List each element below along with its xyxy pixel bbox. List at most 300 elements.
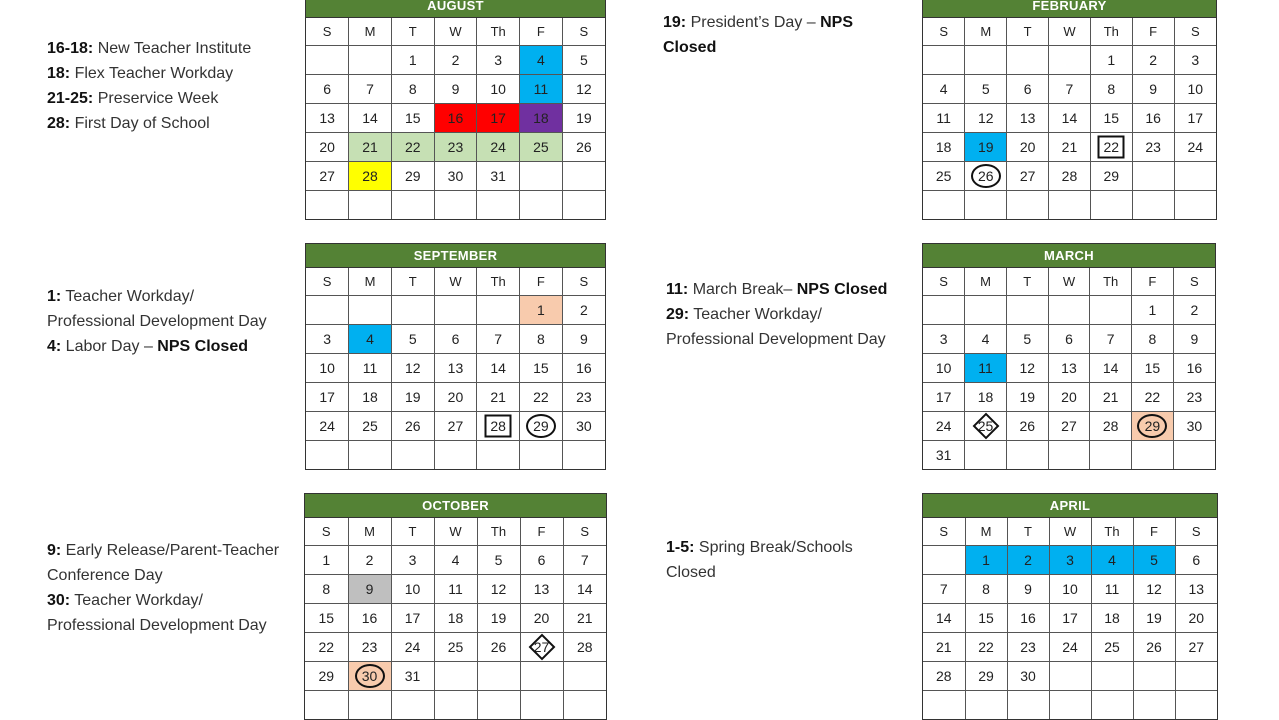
day-cell: 10 [923, 354, 965, 383]
empty-day-cell [477, 191, 520, 220]
week-row [306, 162, 605, 191]
day-cell: 5 [1133, 546, 1175, 575]
week-row [306, 46, 605, 75]
weekday-label: F [1132, 268, 1174, 296]
weekday-label: T [391, 518, 434, 546]
note-item [663, 10, 903, 60]
empty-day-cell [1090, 296, 1132, 325]
weekday-header-row [306, 268, 605, 296]
day-cell: 22 [391, 133, 434, 162]
weekday-label: T [1007, 18, 1049, 46]
weekday-label: T [391, 268, 434, 296]
weekday-header-row [305, 518, 606, 546]
empty-day-cell [1091, 691, 1133, 720]
day-cell: 25 [520, 133, 563, 162]
calendar-september [305, 243, 606, 470]
note-date-label: 29: [666, 306, 690, 323]
empty-day-cell [1174, 162, 1216, 191]
day-cell: 21 [923, 633, 965, 662]
note-date-label: 9: [47, 542, 62, 559]
day-cell: 25 [923, 162, 965, 191]
month-grid [923, 268, 1215, 469]
empty-day-cell [1006, 296, 1048, 325]
day-cell: 15 [391, 104, 434, 133]
day-cell: 28 [1049, 162, 1091, 191]
note-date-label: 21-25: [47, 90, 94, 107]
day-cell: 13 [1175, 575, 1217, 604]
day-cell: 1 [1132, 296, 1174, 325]
day-cell: 26 [1006, 412, 1048, 441]
day-cell: 1 [965, 546, 1007, 575]
day-cell: 2 [1173, 296, 1215, 325]
day-cell: 28 [477, 412, 520, 441]
calendar-october [304, 493, 607, 720]
empty-day-cell [477, 662, 520, 691]
day-cell: 16 [1007, 604, 1049, 633]
month-title: OCTOBER [305, 494, 606, 518]
day-cell: 23 [1132, 133, 1174, 162]
weekday-header-row [923, 18, 1216, 46]
note-text: Early Release/Parent-Teacher Conference Day [47, 542, 280, 584]
day-cell: 12 [477, 575, 520, 604]
day-cell: 5 [562, 46, 605, 75]
day-cell: 5 [391, 325, 434, 354]
day-cell: 23 [1173, 383, 1215, 412]
note-item [47, 111, 292, 136]
empty-day-cell [1091, 662, 1133, 691]
empty-day-cell [349, 441, 392, 470]
day-cell: 17 [477, 104, 520, 133]
empty-day-cell [349, 46, 392, 75]
day-cell: 25 [434, 633, 477, 662]
empty-day-cell [562, 162, 605, 191]
day-cell: 9 [1173, 325, 1215, 354]
day-cell: 4 [520, 46, 563, 75]
day-cell: 19 [562, 104, 605, 133]
week-row [923, 75, 1216, 104]
empty-day-cell [1132, 162, 1174, 191]
weekday-label: W [434, 518, 477, 546]
day-cell: 24 [306, 412, 349, 441]
notes-march [666, 277, 906, 352]
day-cell: 6 [434, 325, 477, 354]
weekday-label: S [562, 18, 605, 46]
note-closed-label: NPS Closed [157, 338, 248, 355]
day-cell: 7 [563, 546, 606, 575]
day-cell: 15 [1132, 354, 1174, 383]
day-cell: 6 [1175, 546, 1217, 575]
empty-day-cell [1048, 441, 1090, 470]
note-date-label: 19: [663, 14, 687, 31]
day-cell: 12 [1006, 354, 1048, 383]
empty-day-cell [1007, 46, 1049, 75]
day-cell: 15 [305, 604, 348, 633]
day-cell: 22 [520, 383, 563, 412]
day-cell: 17 [391, 604, 434, 633]
day-cell: 24 [391, 633, 434, 662]
empty-day-cell [923, 691, 965, 720]
day-cell: 16 [562, 354, 605, 383]
day-cell: 22 [965, 633, 1007, 662]
week-row [306, 296, 605, 325]
day-cell: 4 [1091, 546, 1133, 575]
empty-day-cell [434, 691, 477, 720]
empty-day-cell [520, 162, 563, 191]
empty-day-cell [306, 46, 349, 75]
month-grid [923, 18, 1216, 219]
note-item [47, 334, 282, 359]
empty-day-cell [520, 662, 563, 691]
weekday-label: T [1006, 268, 1048, 296]
note-date-label: 18: [47, 65, 71, 82]
day-cell: 15 [520, 354, 563, 383]
empty-day-cell [477, 296, 520, 325]
notes-september [47, 284, 282, 359]
day-cell: 8 [1090, 75, 1132, 104]
day-cell: 29 [1132, 412, 1174, 441]
empty-day-cell [520, 691, 563, 720]
day-cell: 9 [562, 325, 605, 354]
week-row [923, 441, 1215, 470]
weekday-label: M [349, 268, 392, 296]
weekday-label: W [1049, 18, 1091, 46]
day-cell: 25 [349, 412, 392, 441]
day-cell: 24 [1049, 633, 1091, 662]
notes-february [663, 10, 903, 60]
day-cell: 7 [1090, 325, 1132, 354]
weekday-label: F [1133, 518, 1175, 546]
day-cell: 6 [306, 75, 349, 104]
day-cell: 10 [306, 354, 349, 383]
weekday-label: Th [477, 18, 520, 46]
note-closed-label: NPS Closed [796, 281, 888, 298]
calendar-march [922, 243, 1216, 470]
weekday-label: T [391, 18, 434, 46]
day-cell: 30 [434, 162, 477, 191]
week-row [305, 691, 606, 720]
day-cell: 8 [1132, 325, 1174, 354]
month-grid [306, 268, 605, 469]
day-cell: 1 [391, 46, 434, 75]
day-cell: 18 [520, 104, 563, 133]
day-cell: 19 [477, 604, 520, 633]
week-row [923, 691, 1217, 720]
empty-day-cell [965, 296, 1007, 325]
day-cell: 12 [1133, 575, 1175, 604]
day-cell: 26 [562, 133, 605, 162]
day-cell: 26 [477, 633, 520, 662]
month-grid [923, 518, 1217, 719]
weekday-label: S [306, 268, 349, 296]
note-text: Flex Teacher Workday [70, 65, 234, 82]
week-row [923, 46, 1216, 75]
empty-day-cell [563, 662, 606, 691]
day-cell: 3 [923, 325, 965, 354]
note-item [47, 36, 292, 61]
day-cell: 11 [965, 354, 1007, 383]
weekday-label: S [923, 268, 965, 296]
day-cell: 11 [923, 104, 965, 133]
day-cell: 10 [1049, 575, 1091, 604]
day-cell: 8 [965, 575, 1007, 604]
note-text: Preservice Week [93, 90, 219, 107]
month-title: SEPTEMBER [306, 244, 605, 268]
empty-day-cell [1132, 191, 1174, 220]
day-cell: 27 [1175, 633, 1217, 662]
weekday-label: S [562, 268, 605, 296]
note-date-label: 4: [47, 338, 62, 355]
empty-day-cell [1175, 662, 1217, 691]
week-row [923, 383, 1215, 412]
week-row [306, 75, 605, 104]
day-cell: 12 [562, 75, 605, 104]
weekday-label: Th [1090, 268, 1132, 296]
day-cell: 27 [1007, 162, 1049, 191]
note-text: New Teacher Institute [93, 40, 252, 57]
note-item [47, 61, 292, 86]
day-cell: 20 [434, 383, 477, 412]
day-cell: 24 [923, 412, 965, 441]
note-text: First Day of School [70, 115, 210, 132]
day-cell: 22 [305, 633, 348, 662]
empty-day-cell [1049, 191, 1091, 220]
day-cell: 23 [1007, 633, 1049, 662]
day-cell: 21 [1049, 133, 1091, 162]
note-item [47, 588, 282, 638]
day-cell: 29 [1090, 162, 1132, 191]
empty-day-cell [1049, 662, 1091, 691]
day-cell: 26 [391, 412, 434, 441]
empty-day-cell [965, 191, 1007, 220]
day-cell: 30 [1007, 662, 1049, 691]
empty-day-cell [391, 441, 434, 470]
week-row [923, 104, 1216, 133]
note-item [47, 538, 282, 588]
empty-day-cell [391, 191, 434, 220]
day-cell: 7 [349, 75, 392, 104]
month-title: FEBRUARY [923, 0, 1216, 18]
day-cell: 15 [1090, 104, 1132, 133]
month-grid [305, 518, 606, 719]
day-cell: 18 [965, 383, 1007, 412]
weekday-label: S [923, 518, 965, 546]
day-cell: 1 [520, 296, 563, 325]
week-row [923, 662, 1217, 691]
day-cell: 28 [349, 162, 392, 191]
day-cell: 9 [348, 575, 391, 604]
empty-day-cell [1048, 296, 1090, 325]
day-cell: 30 [1173, 412, 1215, 441]
day-cell: 20 [1175, 604, 1217, 633]
weekday-label: W [1048, 268, 1090, 296]
day-cell: 22 [1090, 133, 1132, 162]
day-cell: 20 [520, 604, 563, 633]
day-cell: 13 [1048, 354, 1090, 383]
day-cell: 18 [1091, 604, 1133, 633]
day-cell: 13 [520, 575, 563, 604]
weekday-label: F [520, 518, 563, 546]
day-cell: 1 [305, 546, 348, 575]
day-cell: 2 [1007, 546, 1049, 575]
day-cell: 14 [477, 354, 520, 383]
day-cell: 6 [1007, 75, 1049, 104]
weekday-label: M [349, 18, 392, 46]
week-row [306, 441, 605, 470]
day-cell: 8 [305, 575, 348, 604]
day-cell: 25 [1091, 633, 1133, 662]
weekday-label: T [1007, 518, 1049, 546]
day-cell: 16 [348, 604, 391, 633]
empty-day-cell [520, 191, 563, 220]
day-cell: 31 [923, 441, 965, 470]
weekday-label: M [965, 518, 1007, 546]
empty-day-cell [1090, 191, 1132, 220]
weekday-label: S [923, 18, 965, 46]
day-cell: 3 [477, 46, 520, 75]
day-cell: 5 [477, 546, 520, 575]
empty-day-cell [434, 662, 477, 691]
weekday-label: W [434, 18, 477, 46]
day-cell: 21 [477, 383, 520, 412]
day-cell: 4 [434, 546, 477, 575]
day-cell: 23 [434, 133, 477, 162]
day-cell: 28 [1090, 412, 1132, 441]
weekday-label: W [1049, 518, 1091, 546]
day-cell: 2 [562, 296, 605, 325]
day-cell: 11 [1091, 575, 1133, 604]
empty-day-cell [923, 191, 965, 220]
day-cell: 17 [923, 383, 965, 412]
day-cell: 2 [434, 46, 477, 75]
day-cell: 21 [1090, 383, 1132, 412]
empty-day-cell [349, 191, 392, 220]
note-item [666, 302, 906, 352]
day-cell: 3 [391, 546, 434, 575]
note-date-label: 1-5: [666, 539, 695, 556]
week-row [305, 633, 606, 662]
day-cell: 12 [965, 104, 1007, 133]
notes-october [47, 538, 282, 638]
note-date-label: 30: [47, 592, 71, 609]
day-cell: 18 [923, 133, 965, 162]
day-cell: 11 [520, 75, 563, 104]
empty-day-cell [1007, 191, 1049, 220]
empty-day-cell [923, 296, 965, 325]
note-closed-label: NPS Closed [663, 14, 854, 56]
note-date-label: 28: [47, 115, 71, 132]
empty-day-cell [477, 691, 520, 720]
weekday-label: M [965, 18, 1007, 46]
day-cell: 18 [349, 383, 392, 412]
note-text: Teacher Workday/ Professional Development Day [47, 288, 267, 330]
weekday-label: Th [1090, 18, 1132, 46]
day-cell: 7 [477, 325, 520, 354]
day-cell: 11 [349, 354, 392, 383]
week-row [923, 575, 1217, 604]
week-row [306, 383, 605, 412]
calendar-august [305, 0, 606, 220]
weekday-label: F [520, 268, 563, 296]
note-item [666, 277, 906, 302]
day-cell: 12 [391, 354, 434, 383]
empty-day-cell [391, 296, 434, 325]
day-cell: 2 [1132, 46, 1174, 75]
empty-day-cell [1173, 441, 1215, 470]
empty-day-cell [306, 296, 349, 325]
weekday-label: S [1174, 18, 1216, 46]
day-cell: 20 [306, 133, 349, 162]
weekday-label: S [1173, 268, 1215, 296]
weekday-label: S [1175, 518, 1217, 546]
day-cell: 24 [1174, 133, 1216, 162]
day-cell: 20 [1048, 383, 1090, 412]
week-row [923, 162, 1216, 191]
day-cell: 2 [348, 546, 391, 575]
day-cell: 14 [1049, 104, 1091, 133]
day-cell: 19 [391, 383, 434, 412]
day-cell: 8 [520, 325, 563, 354]
day-cell: 5 [965, 75, 1007, 104]
empty-day-cell [477, 441, 520, 470]
weekday-header-row [923, 518, 1217, 546]
empty-day-cell [1175, 691, 1217, 720]
day-cell: 23 [562, 383, 605, 412]
empty-day-cell [965, 46, 1007, 75]
day-cell: 14 [563, 575, 606, 604]
day-cell: 27 [306, 162, 349, 191]
empty-day-cell [520, 441, 563, 470]
note-text: March Break– [688, 281, 797, 298]
empty-day-cell [965, 691, 1007, 720]
week-row [305, 575, 606, 604]
day-cell: 3 [306, 325, 349, 354]
month-title: MARCH [923, 244, 1215, 268]
note-date-label: 16-18: [47, 40, 94, 57]
day-cell: 23 [348, 633, 391, 662]
empty-day-cell [1090, 441, 1132, 470]
day-cell: 14 [1090, 354, 1132, 383]
day-cell: 27 [1048, 412, 1090, 441]
day-cell: 14 [923, 604, 965, 633]
week-row [305, 546, 606, 575]
week-row [923, 133, 1216, 162]
empty-day-cell [965, 441, 1007, 470]
week-row [923, 191, 1216, 220]
empty-day-cell [1132, 441, 1174, 470]
calendar-february [922, 0, 1217, 220]
week-row [306, 191, 605, 220]
weekday-label: F [1132, 18, 1174, 46]
day-cell: 29 [965, 662, 1007, 691]
day-cell: 16 [1132, 104, 1174, 133]
day-cell: 18 [434, 604, 477, 633]
day-cell: 19 [1133, 604, 1175, 633]
day-cell: 17 [1174, 104, 1216, 133]
day-cell: 17 [306, 383, 349, 412]
month-title: AUGUST [306, 0, 605, 18]
week-row [923, 354, 1215, 383]
month-title: APRIL [923, 494, 1217, 518]
day-cell: 6 [1048, 325, 1090, 354]
empty-day-cell [1007, 691, 1049, 720]
day-cell: 4 [923, 75, 965, 104]
note-text: President’s Day – [686, 14, 821, 31]
day-cell: 10 [477, 75, 520, 104]
day-cell: 27 [434, 412, 477, 441]
weekday-label: S [305, 518, 348, 546]
day-cell: 28 [923, 662, 965, 691]
day-cell: 1 [1090, 46, 1132, 75]
